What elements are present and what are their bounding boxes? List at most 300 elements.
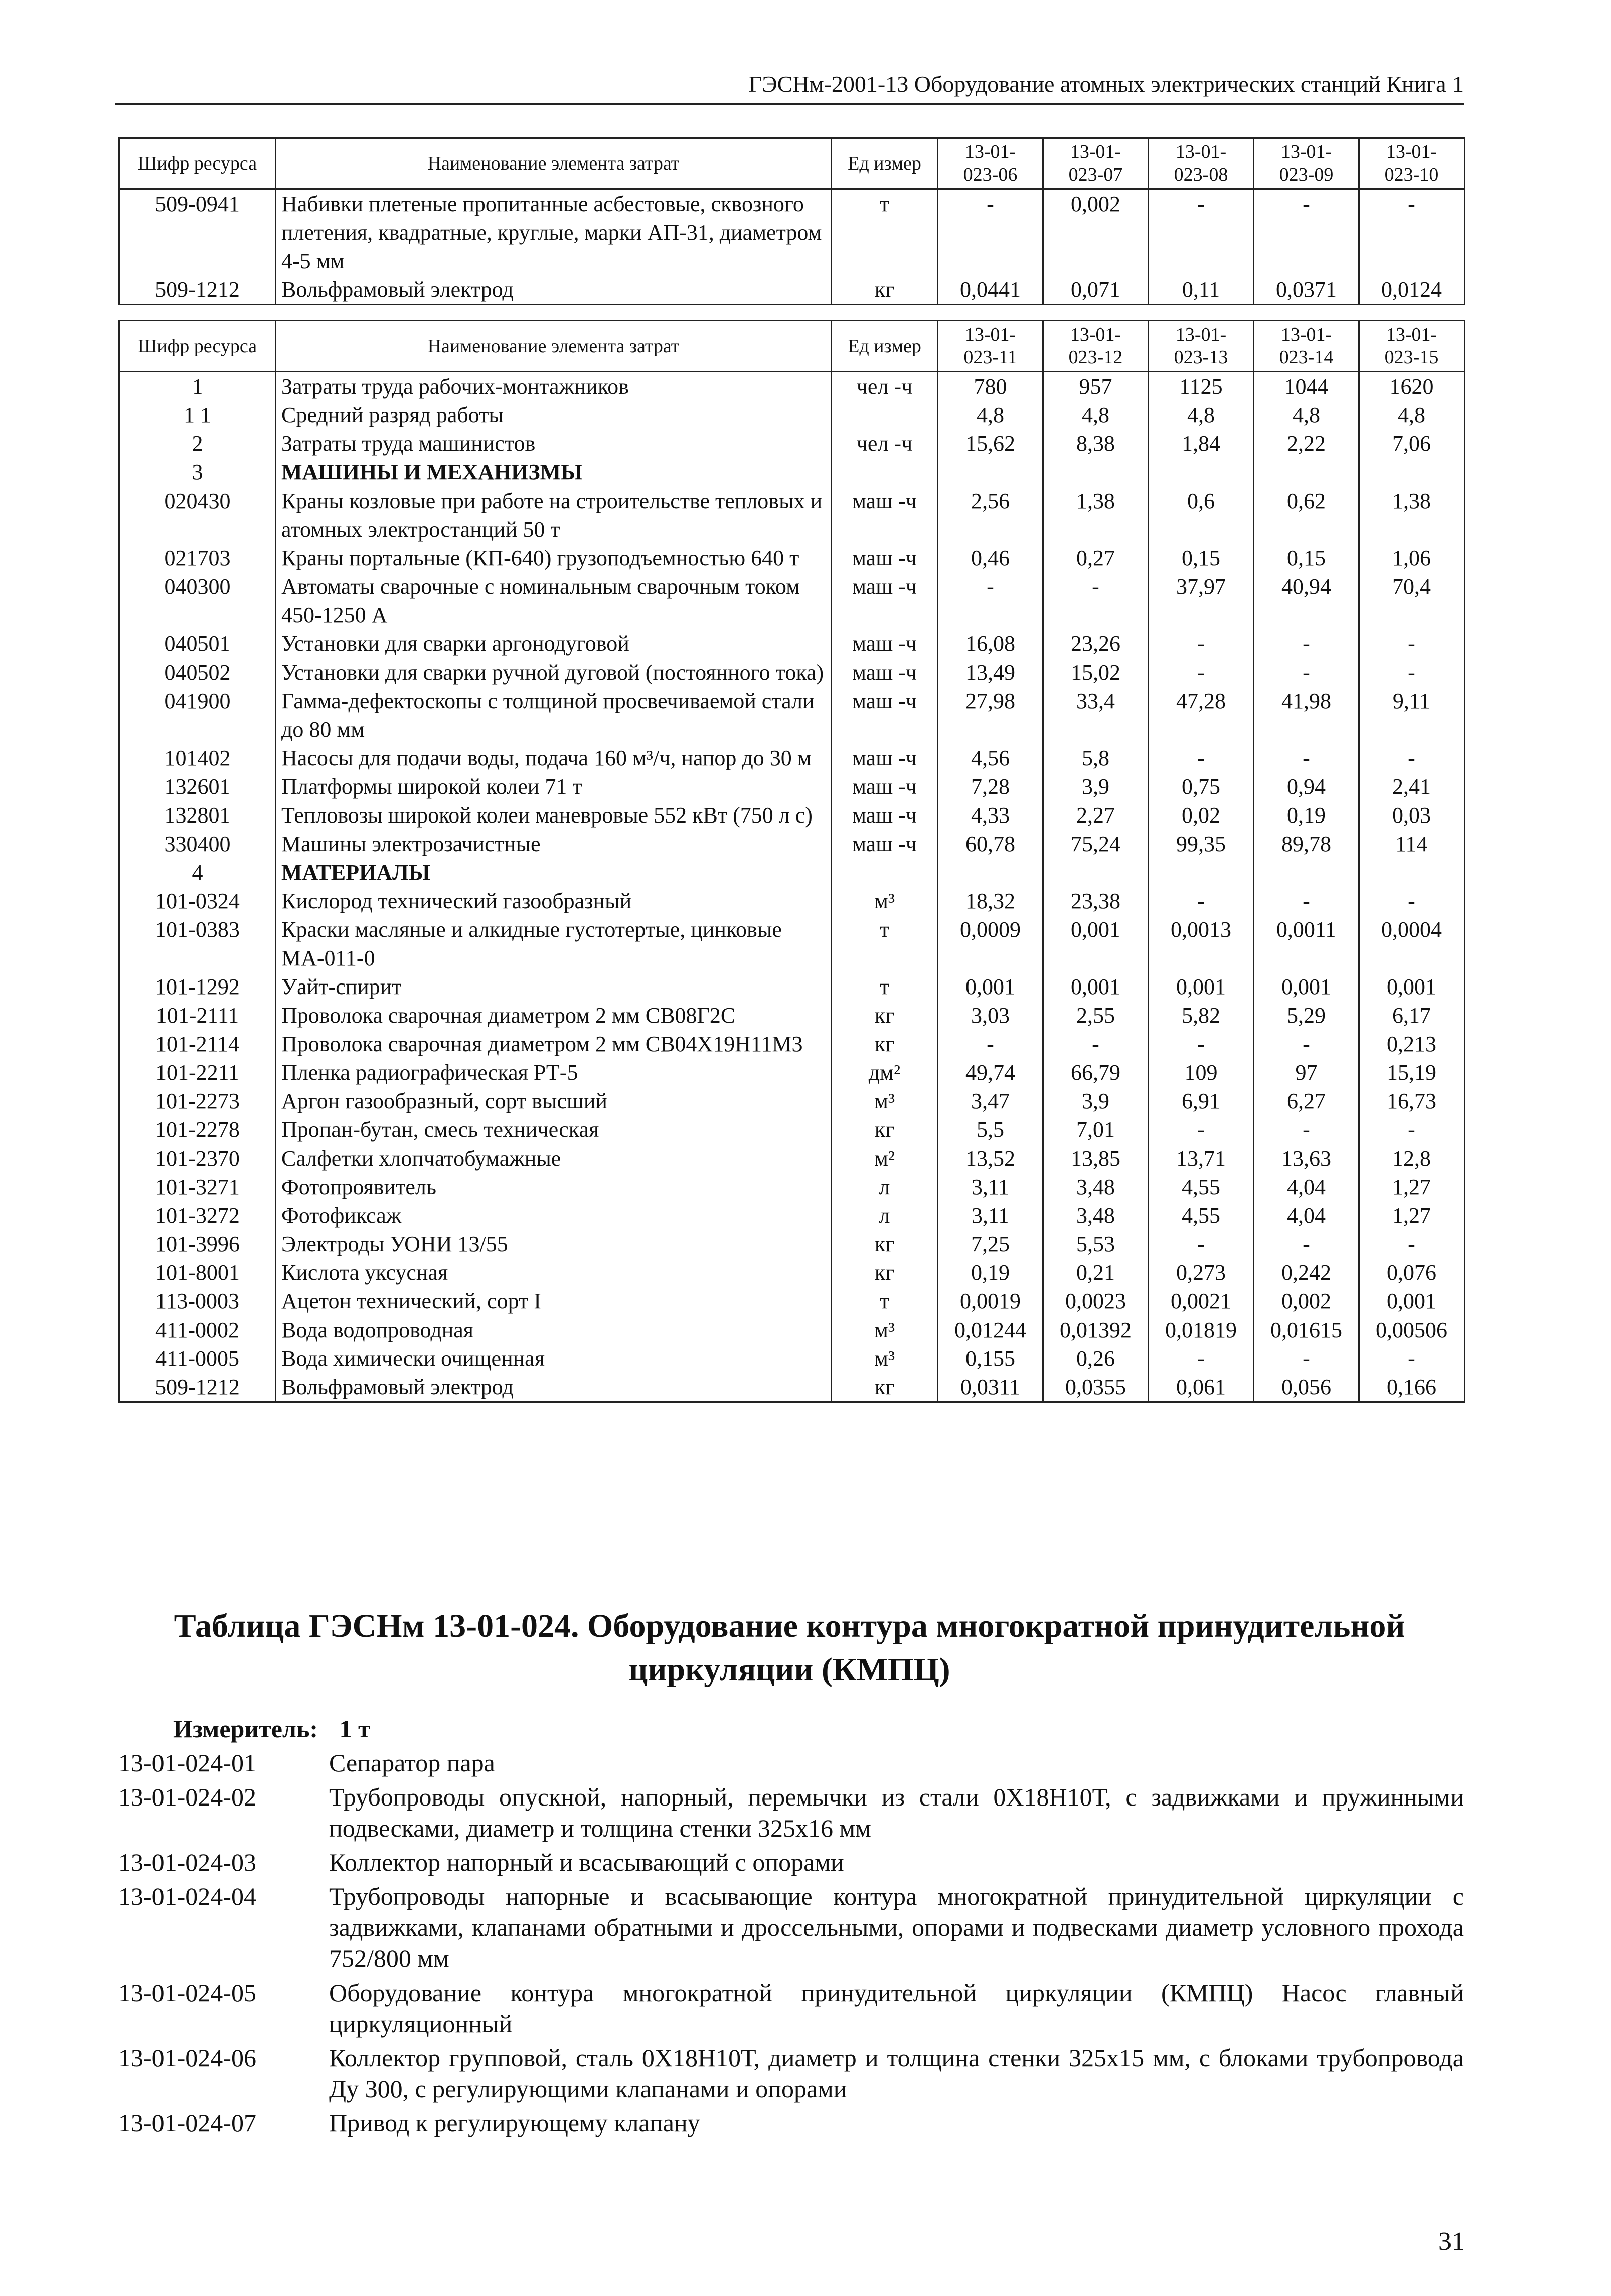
- cell-value: 3,11: [938, 1173, 1043, 1201]
- cell-value: 9,11: [1359, 687, 1465, 744]
- col-header-unit: Ед измер: [832, 321, 938, 372]
- cell-value: 1620: [1359, 372, 1465, 401]
- cell-value: 6,27: [1254, 1087, 1359, 1115]
- cell-unit: маш -ч: [832, 830, 938, 858]
- cell-unit: маш -ч: [832, 687, 938, 744]
- cell-value: 66,79: [1043, 1058, 1149, 1087]
- col-header-rate: 13-01- 023-15: [1359, 321, 1465, 372]
- cell-code: 509-1212: [119, 275, 276, 305]
- cell-value: [938, 458, 1043, 486]
- cell-value: -: [1043, 1030, 1149, 1058]
- table-row: [119, 1373, 1465, 1402]
- cell-value: 0,6: [1149, 486, 1254, 544]
- cell-unit: кг: [832, 275, 938, 305]
- cell-value: 0,056: [1254, 1373, 1359, 1402]
- cell-value: -: [938, 189, 1043, 276]
- cell-value: 7,01: [1043, 1115, 1149, 1144]
- cell-value: 1125: [1149, 372, 1254, 401]
- work-item-description: Сепаратор пара: [329, 1749, 495, 1777]
- cell-value: 0,166: [1359, 1373, 1465, 1402]
- cell-value: [1254, 458, 1359, 486]
- cell-code: 113-0003: [119, 1287, 276, 1316]
- work-item-code: 13-01-024-01: [118, 1749, 256, 1777]
- cell-value: 4,04: [1254, 1201, 1359, 1230]
- table-row: [119, 1316, 1465, 1344]
- cell-name: Вода химически очищенная: [276, 1344, 832, 1373]
- cell-value: 15,02: [1043, 658, 1149, 687]
- cell-value: 0,94: [1254, 772, 1359, 801]
- cell-value: 0,242: [1254, 1258, 1359, 1287]
- cell-value: 4,8: [1149, 401, 1254, 429]
- cell-value: 0,0009: [938, 915, 1043, 972]
- table-row: [119, 658, 1465, 687]
- table-row: [119, 1287, 1465, 1316]
- cell-value: 5,29: [1254, 1001, 1359, 1030]
- table-row: [119, 1030, 1465, 1058]
- cell-name: Проволока сварочная диаметром 2 мм СВ08Г2С: [276, 1001, 832, 1030]
- section-title: Таблица ГЭСНм 13-01-024. Оборудование контура многократной принудительной циркуляции (КМПЦ): [174, 1608, 1405, 1688]
- cell-unit: м³: [832, 1344, 938, 1373]
- cell-code: 330400: [119, 830, 276, 858]
- cell-code: 101402: [119, 744, 276, 772]
- cell-value: 3,47: [938, 1087, 1043, 1115]
- cell-unit: маш -ч: [832, 486, 938, 544]
- table-row: [119, 687, 1465, 744]
- cell-value: 0,001: [1149, 972, 1254, 1001]
- cell-value: 2,41: [1359, 772, 1465, 801]
- cell-name: Кислота уксусная: [276, 1258, 832, 1287]
- cell-value: -: [1149, 658, 1254, 687]
- table-row: [119, 858, 1465, 887]
- cell-value: 1,84: [1149, 429, 1254, 458]
- cell-unit: маш -ч: [832, 572, 938, 629]
- cell-value: 0,01244: [938, 1316, 1043, 1344]
- cell-value: 75,24: [1043, 830, 1149, 858]
- cell-value: 47,28: [1149, 687, 1254, 744]
- cell-value: -: [1359, 629, 1465, 658]
- cell-name: Краны портальные (КП-640) грузоподъемностью 640 т: [276, 544, 832, 572]
- cell-unit: м³: [832, 1316, 938, 1344]
- cell-value: -: [938, 1030, 1043, 1058]
- cell-value: -: [1254, 1030, 1359, 1058]
- cell-value: 15,19: [1359, 1058, 1465, 1087]
- cell-value: 5,53: [1043, 1230, 1149, 1258]
- cell-value: -: [1254, 629, 1359, 658]
- cell-code: 101-3996: [119, 1230, 276, 1258]
- cell-unit: м²: [832, 1144, 938, 1173]
- cell-name: Фотофиксаж: [276, 1201, 832, 1230]
- cell-value: 1,06: [1359, 544, 1465, 572]
- cell-unit: дм²: [832, 1058, 938, 1087]
- cell-value: 5,82: [1149, 1001, 1254, 1030]
- cell-code: 040501: [119, 629, 276, 658]
- cell-name: Пленка радиографическая РТ-5: [276, 1058, 832, 1087]
- cell-value: 2,55: [1043, 1001, 1149, 1030]
- cell-value: -: [1149, 1115, 1254, 1144]
- cell-value: 16,73: [1359, 1087, 1465, 1115]
- cell-code: 411-0005: [119, 1344, 276, 1373]
- cell-unit: кг: [832, 1001, 938, 1030]
- cell-unit: м³: [832, 1087, 938, 1115]
- cell-value: 13,63: [1254, 1144, 1359, 1173]
- table-row: [119, 1144, 1465, 1173]
- cell-code: 509-0941: [119, 189, 276, 276]
- meter-label: Измеритель:: [173, 1715, 318, 1743]
- cell-code: 132801: [119, 801, 276, 830]
- cell-value: 0,0311: [938, 1373, 1043, 1402]
- cell-value: 4,55: [1149, 1201, 1254, 1230]
- cell-value: 0,01392: [1043, 1316, 1149, 1344]
- cell-value: 0,213: [1359, 1030, 1465, 1058]
- cell-code: 021703: [119, 544, 276, 572]
- cell-code: 101-0324: [119, 887, 276, 915]
- cell-value: 6,17: [1359, 1001, 1465, 1030]
- cell-name: Ацетон технический, сорт I: [276, 1287, 832, 1316]
- cell-value: 0,27: [1043, 544, 1149, 572]
- page-number: 31: [1438, 2227, 1465, 2256]
- cell-value: -: [1254, 887, 1359, 915]
- cell-value: 37,97: [1149, 572, 1254, 629]
- table-row: [119, 458, 1465, 486]
- cell-value: 49,74: [938, 1058, 1043, 1087]
- cell-name: Затраты труда рабочих-монтажников: [276, 372, 832, 401]
- table-row: [119, 1001, 1465, 1030]
- table-row: [119, 1201, 1465, 1230]
- cell-name: Тепловозы широкой колеи маневровые 552 кВт (750 л с): [276, 801, 832, 830]
- cell-code: 040300: [119, 572, 276, 629]
- cell-name: МАШИНЫ И МЕХАНИЗМЫ: [276, 458, 832, 486]
- cell-value: 15,62: [938, 429, 1043, 458]
- cell-value: 99,35: [1149, 830, 1254, 858]
- cell-value: 4,8: [938, 401, 1043, 429]
- work-item-description: Трубопроводы опускной, напорный, перемычки из стали 0Х18Н10Т, с задвижками и пружинными подвесками, диаметр и толщина стенки 325х16 мм: [329, 1783, 1464, 1842]
- cell-value: 23,26: [1043, 629, 1149, 658]
- cell-value: -: [1149, 629, 1254, 658]
- cell-value: 0,0124: [1359, 275, 1465, 305]
- cell-value: -: [1149, 744, 1254, 772]
- work-item-description: Трубопроводы напорные и всасывающие контура многократной принудительной циркуляции с задвижками, клапанами обратными и дроссельными, опорами и подвесками диаметр условного прохода 752/800 мм: [329, 1882, 1464, 1973]
- cell-value: 0,001: [1359, 1287, 1465, 1316]
- cell-name: МАТЕРИАЛЫ: [276, 858, 832, 887]
- cell-unit: т: [832, 1287, 938, 1316]
- cell-name: Фотопроявитель: [276, 1173, 832, 1201]
- cell-name: Аргон газообразный, сорт высший: [276, 1087, 832, 1115]
- cell-value: 6,91: [1149, 1087, 1254, 1115]
- cell-unit: маш -ч: [832, 801, 938, 830]
- cell-value: -: [1254, 1115, 1359, 1144]
- cell-value: 13,49: [938, 658, 1043, 687]
- cell-value: 0,00506: [1359, 1316, 1465, 1344]
- table-row: [119, 1344, 1465, 1373]
- cell-unit: маш -ч: [832, 544, 938, 572]
- cell-value: 97: [1254, 1058, 1359, 1087]
- cell-value: 1,27: [1359, 1173, 1465, 1201]
- cell-value: 0,19: [1254, 801, 1359, 830]
- cell-name: Салфетки хлопчатобумажные: [276, 1144, 832, 1173]
- cell-value: 0,001: [1043, 915, 1149, 972]
- cell-value: 1,38: [1043, 486, 1149, 544]
- cell-value: 3,48: [1043, 1201, 1149, 1230]
- cell-value: 0,001: [938, 972, 1043, 1001]
- cell-name: Установки для сварки аргонодуговой: [276, 629, 832, 658]
- col-header-unit: Ед измер: [832, 138, 938, 189]
- cell-unit: [832, 401, 938, 429]
- cell-code: 411-0002: [119, 1316, 276, 1344]
- cell-value: 780: [938, 372, 1043, 401]
- cell-code: 101-2211: [119, 1058, 276, 1087]
- cell-unit: маш -ч: [832, 772, 938, 801]
- cell-value: 4,8: [1043, 401, 1149, 429]
- cell-name: Насосы для подачи воды, подача 160 м³/ч, напор до 30 м: [276, 744, 832, 772]
- cell-value: 0,0013: [1149, 915, 1254, 972]
- table-row: [119, 1087, 1465, 1115]
- cell-unit: кг: [832, 1030, 938, 1058]
- meter-line: [173, 1714, 371, 1743]
- cell-value: 0,26: [1043, 1344, 1149, 1373]
- col-header-rate: 13-01- 023-09: [1254, 138, 1359, 189]
- cell-unit: [832, 858, 938, 887]
- cell-value: 114: [1359, 830, 1465, 858]
- cell-value: 4,8: [1254, 401, 1359, 429]
- table-row: [119, 1230, 1465, 1258]
- cell-unit: маш -ч: [832, 744, 938, 772]
- table-row: [119, 1058, 1465, 1087]
- cell-value: 0,03: [1359, 801, 1465, 830]
- cell-name: Гамма-дефектоскопы с толщиной просвечиваемой стали до 80 мм: [276, 687, 832, 744]
- col-header-rate: 13-01- 023-13: [1149, 321, 1254, 372]
- cell-value: 70,4: [1359, 572, 1465, 629]
- cell-value: 0,01819: [1149, 1316, 1254, 1344]
- cell-value: -: [1149, 189, 1254, 276]
- cell-unit: т: [832, 915, 938, 972]
- cell-value: 0,155: [938, 1344, 1043, 1373]
- cell-unit: чел -ч: [832, 372, 938, 401]
- cell-value: 2,22: [1254, 429, 1359, 458]
- cell-value: -: [1359, 1344, 1465, 1373]
- table-row: [119, 544, 1465, 572]
- cell-value: 0,0019: [938, 1287, 1043, 1316]
- cell-value: 0,001: [1359, 972, 1465, 1001]
- work-item: [118, 1881, 1464, 1974]
- work-item-code: 13-01-024-07: [118, 2109, 256, 2137]
- cell-value: 1,38: [1359, 486, 1465, 544]
- cell-code: 101-2111: [119, 1001, 276, 1030]
- col-header-rate: 13-01- 023-12: [1043, 321, 1149, 372]
- cell-value: 23,38: [1043, 887, 1149, 915]
- cell-value: 0,0441: [938, 275, 1043, 305]
- cell-code: 101-3272: [119, 1201, 276, 1230]
- table-row: [119, 1173, 1465, 1201]
- cell-code: 020430: [119, 486, 276, 544]
- table-row: [119, 372, 1465, 401]
- cell-value: 16,08: [938, 629, 1043, 658]
- cell-value: 0,46: [938, 544, 1043, 572]
- cell-code: 101-8001: [119, 1258, 276, 1287]
- cell-name: Автоматы сварочные с номинальным сварочным током 450-1250 А: [276, 572, 832, 629]
- cell-name: Проволока сварочная диаметром 2 мм СВ04Х19Н11М3: [276, 1030, 832, 1058]
- table-row: [119, 744, 1465, 772]
- cell-value: 0,002: [1254, 1287, 1359, 1316]
- cell-value: -: [1359, 658, 1465, 687]
- cell-value: 0,0021: [1149, 1287, 1254, 1316]
- cell-name: Затраты труда машинистов: [276, 429, 832, 458]
- table-row: [119, 275, 1465, 305]
- work-item-code: 13-01-024-03: [118, 1848, 256, 1876]
- cell-name: Уайт-спирит: [276, 972, 832, 1001]
- work-item: [118, 2042, 1464, 2104]
- work-item-code: 13-01-024-05: [118, 1979, 256, 2007]
- cell-value: -: [1359, 189, 1465, 276]
- cell-value: -: [1359, 1115, 1465, 1144]
- cell-code: 4: [119, 858, 276, 887]
- cell-value: [1149, 858, 1254, 887]
- col-header-rate: 13-01- 023-14: [1254, 321, 1359, 372]
- table-row: [119, 1258, 1465, 1287]
- cell-value: [1254, 858, 1359, 887]
- col-header-name: Наименование элемента затрат: [276, 138, 832, 189]
- cell-value: -: [1254, 744, 1359, 772]
- table-row: [119, 801, 1465, 830]
- cell-value: 13,71: [1149, 1144, 1254, 1173]
- work-item: [118, 1781, 1464, 1844]
- cell-value: 0,11: [1149, 275, 1254, 305]
- cell-value: -: [1359, 887, 1465, 915]
- cell-value: 3,9: [1043, 1087, 1149, 1115]
- cell-value: 4,56: [938, 744, 1043, 772]
- cell-value: 0,076: [1359, 1258, 1465, 1287]
- cell-unit: м³: [832, 887, 938, 915]
- cell-value: 0,0371: [1254, 275, 1359, 305]
- cell-value: 3,9: [1043, 772, 1149, 801]
- cell-name: Электроды УОНИ 13/55: [276, 1230, 832, 1258]
- work-item-code: 13-01-024-06: [118, 2044, 256, 2072]
- cell-value: -: [1149, 887, 1254, 915]
- cell-code: 101-3271: [119, 1173, 276, 1201]
- work-item-code: 13-01-024-02: [118, 1783, 256, 1811]
- cell-value: 7,25: [938, 1230, 1043, 1258]
- work-item: [118, 1747, 1464, 1778]
- table-row: [119, 429, 1465, 458]
- cell-value: -: [1254, 1344, 1359, 1373]
- cell-code: 041900: [119, 687, 276, 744]
- cell-value: -: [938, 572, 1043, 629]
- cell-value: 0,62: [1254, 486, 1359, 544]
- cell-unit: кг: [832, 1258, 938, 1287]
- cell-value: 27,98: [938, 687, 1043, 744]
- cell-value: [938, 858, 1043, 887]
- cell-value: 60,78: [938, 830, 1043, 858]
- cell-code: 040502: [119, 658, 276, 687]
- cell-value: 109: [1149, 1058, 1254, 1087]
- work-item-code: 13-01-024-04: [118, 1882, 256, 1910]
- work-item: [118, 1977, 1464, 2039]
- cell-name: Вольфрамовый электрод: [276, 1373, 832, 1402]
- cell-value: 8,38: [1043, 429, 1149, 458]
- cell-value: -: [1254, 658, 1359, 687]
- cell-name: Машины электрозачистные: [276, 830, 832, 858]
- table-row: [119, 972, 1465, 1001]
- cell-value: [1043, 858, 1149, 887]
- cell-code: 101-2278: [119, 1115, 276, 1144]
- cell-unit: [832, 458, 938, 486]
- cell-unit: т: [832, 972, 938, 1001]
- cell-name: Краски масляные и алкидные густотертые, цинковые МА-011-0: [276, 915, 832, 972]
- cell-unit: л: [832, 1173, 938, 1201]
- cell-value: 0,01615: [1254, 1316, 1359, 1344]
- cell-value: 12,8: [1359, 1144, 1465, 1173]
- cell-name: Платформы широкой колеи 71 т: [276, 772, 832, 801]
- cell-value: 0,75: [1149, 772, 1254, 801]
- cell-value: 2,56: [938, 486, 1043, 544]
- cell-value: 5,8: [1043, 744, 1149, 772]
- cell-name: Средний разряд работы: [276, 401, 832, 429]
- cell-value: 4,33: [938, 801, 1043, 830]
- cell-value: 957: [1043, 372, 1149, 401]
- cell-value: 0,002: [1043, 189, 1149, 276]
- col-header-code: Шифр ресурса: [119, 321, 276, 372]
- cell-value: 3,48: [1043, 1173, 1149, 1201]
- cell-name: Установки для сварки ручной дуговой (постоянного тока): [276, 658, 832, 687]
- cell-value: 2,27: [1043, 801, 1149, 830]
- cell-value: 0,21: [1043, 1258, 1149, 1287]
- cell-value: -: [1359, 744, 1465, 772]
- cell-value: 40,94: [1254, 572, 1359, 629]
- table-row: [119, 772, 1465, 801]
- table-row: [119, 830, 1465, 858]
- cell-value: 0,15: [1254, 544, 1359, 572]
- cell-value: 13,85: [1043, 1144, 1149, 1173]
- page-header: ГЭСНм-2001-13 Оборудование атомных электрических станций Книга 1: [115, 69, 1464, 105]
- cell-value: [1043, 458, 1149, 486]
- table-row: [119, 189, 1465, 276]
- cell-value: 0,0355: [1043, 1373, 1149, 1402]
- cell-value: 4,55: [1149, 1173, 1254, 1201]
- cell-value: 0,0011: [1254, 915, 1359, 972]
- col-header-rate: 13-01- 023-06: [938, 138, 1043, 189]
- cell-value: [1149, 458, 1254, 486]
- cell-value: 0,273: [1149, 1258, 1254, 1287]
- cell-code: 3: [119, 458, 276, 486]
- cell-value: 4,8: [1359, 401, 1465, 429]
- cell-value: -: [1254, 189, 1359, 276]
- cell-value: 7,06: [1359, 429, 1465, 458]
- col-header-name: Наименование элемента затрат: [276, 321, 832, 372]
- cell-code: 132601: [119, 772, 276, 801]
- cell-value: 1044: [1254, 372, 1359, 401]
- cell-value: 0,15: [1149, 544, 1254, 572]
- table-row: [119, 572, 1465, 629]
- cell-value: 0,001: [1043, 972, 1149, 1001]
- work-item: [118, 1847, 1464, 1878]
- cell-value: 0,071: [1043, 275, 1149, 305]
- cell-value: -: [1149, 1230, 1254, 1258]
- cell-value: [1359, 858, 1465, 887]
- cell-name: Краны козловые при работе на строительстве тепловых и атомных электростанций 50 т: [276, 486, 832, 544]
- cell-code: 101-0383: [119, 915, 276, 972]
- cell-name: Вода водопроводная: [276, 1316, 832, 1344]
- cell-value: 0,0004: [1359, 915, 1465, 972]
- cell-value: 3,03: [938, 1001, 1043, 1030]
- table-row: [119, 1115, 1465, 1144]
- cell-unit: кг: [832, 1230, 938, 1258]
- cell-value: 3,11: [938, 1201, 1043, 1230]
- cell-value: 18,32: [938, 887, 1043, 915]
- table-row: [119, 629, 1465, 658]
- cell-code: 509-1212: [119, 1373, 276, 1402]
- work-item-description: Коллектор групповой, сталь 0Х18Н10Т, диаметр и толщина стенки 325х15 мм, с блоками трубопровода Ду 300, с регулирующими клапанами и опорами: [329, 2044, 1464, 2103]
- col-header-rate: 13-01- 023-07: [1043, 138, 1149, 189]
- work-item: [118, 2107, 1464, 2139]
